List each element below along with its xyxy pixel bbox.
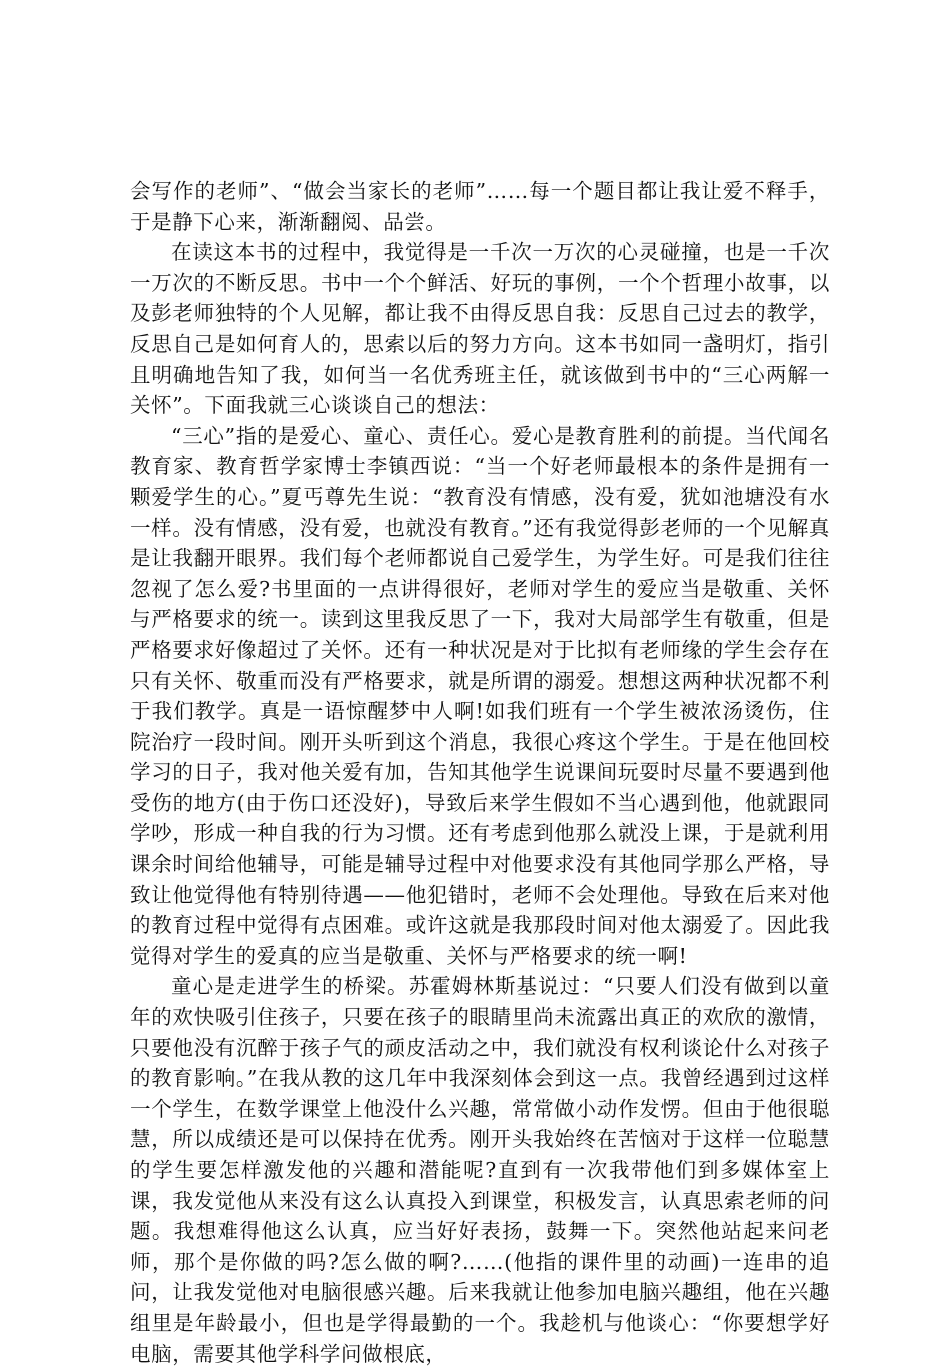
paragraph-continuation: 会写作的老师”、“做会当家长的老师”……每一个题目都让我让爱不释手，于是静下心来，渐渐翻阅、品尝。	[130, 179, 830, 234]
paragraph-love-heart: “三心”指的是爱心、童心、责任心。爱心是教育胜利的前提。当代闻名教育家、教育哲学家博士李镇西说：“当一个好老师最根本的条件是拥有一颗爱学生的心。”夏丐尊先生说：“教育没有情感，没有爱，犹如池塘没有水一样。没有情感，没有爱，也就没有教育。”还有我觉得彭老师的一个见解真是让我翻开眼界。我们每个老师都说自己爱学生，为学生好。可是我们往往忽视了怎么爱?书里面的一点讲得很好，老师对学生的爱应当是敬重、关怀与严格要求的统一。读到这里我反思了一下，我对大局部学生有敬重，但是严格要求好像超过了关怀。还有一种状况是对于比拟有老师缘的学生会存在只有关怀、敬重而没有严格要求，就是所谓的溺爱。想想这两种状况都不利于我们教学。真是一语惊醒梦中人啊!如我们班有一个学生被浓汤烫伤，住院治疗一段时间。刚开头听到这个消息，我很心疼这个学生。于是在他回校学习的日子，我对他关爱有加，告知其他学生说课间玩耍时尽量不要遇到他受伤的地方(由于伤口还没好)，导致后来学生假如不当心遇到他，他就跟同学吵，形成一种自我的行为习惯。还有考虑到他那么就没上课，于是就利用课余时间给他辅导，可能是辅导过程中对他要求没有其他同学那么严格，导致让他觉得他有特别待遇——他犯错时，老师不会处理他。导致在后来对他的教育过程中觉得有点困难。或许这就是我那段时间对他太溺爱了。因此我觉得对学生的爱真的应当是敬重、关怀与严格要求的统一啊!	[130, 423, 830, 968]
paragraph-childlike-heart: 童心是走进学生的桥梁。苏霍姆林斯基说过：“只要人们没有做到以童年的欢快吸引住孩子，只要在孩子的眼睛里尚未流露出真正的欢欣的激情，只要他没有沉醉于孩子气的顽皮活动之中，我们就没有权利谈论什么对孩子的教育影响。”在我从教的这几年中我深刻体会到这一点。我曾经遇到过这样一个学生，在数学课堂上他没什么兴趣，常常做小动作发愣。但由于他很聪慧，所以成绩还是可以保持在优秀。刚开头我始终在苦恼对于这样一位聪慧的学生要怎样激发他的兴趣和潜能呢?直到有一次我带他们到多媒体室上课，我发觉他从来没有这么认真投入到课堂，积极发言，认真思索老师的问题。我想难得他这么认真，应当好好表扬，鼓舞一下。突然他站起来问老师，那个是你做的吗?怎么做的啊?……(他指的课件里的动画)一连串的追问，让我发觉他对电脑很感兴趣。后来我就让他参加电脑兴趣组，他在兴趣组里是年龄最小，但也是学得最勤的一个。我趁机与他谈心：“你要想学好电脑，需要其他学科学问做根底，	[130, 974, 830, 1366]
document-body	[130, 176, 830, 1369]
paragraph-reading-reflection: 在读这本书的过程中，我觉得是一千次一万次的心灵碰撞，也是一千次一万次的不断反思。书中一个个鲜活、好玩的事例，一个个哲理小故事，以及彭老师独特的个人见解，都让我不由得反思自我：反思自己过去的教学，反思自己是如何育人的，思索以后的努力方向。这本书如同一盏明灯，指引且明确地告知了我，如何当一名优秀班主任，就该做到书中的“三心两解一关怀”。下面我就三心谈谈自己的想法：	[130, 240, 830, 418]
